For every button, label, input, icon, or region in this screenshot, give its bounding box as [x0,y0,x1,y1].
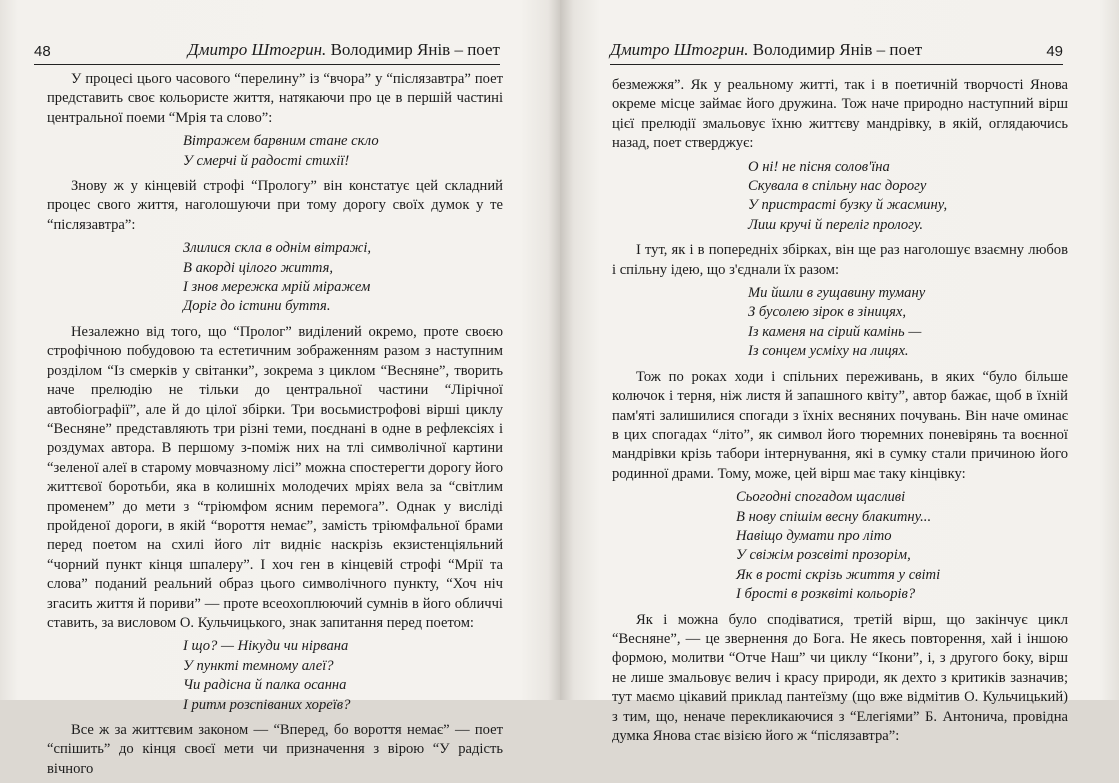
verse-line: Злилися скла в однім вітражі, [183,240,372,257]
verse-quote [736,488,1068,604]
verse-line: В акорді цілого життя, [183,259,334,276]
verse-line: Із сонцем усміху на лицях. [748,343,909,360]
verse-line: І брості в розквіті кольорів? [736,586,916,603]
paragraph: У процесі цього часового “перелину” із “вчора” у “післязавтра” поет представить своє кольористе життя, натякаючи про це в першій частині центральної поеми “Мрія та слово”: [47,71,503,126]
verse-line: Чи радісна й палка осанна [183,677,347,694]
page-body [612,76,1068,750]
verse-quote [748,284,1068,362]
page-number: 49 [1046,43,1063,60]
verse-quote [183,239,503,317]
page-header [610,34,1063,65]
verse-line: Як в рості скрізь життя у світі [736,566,941,583]
paragraph: Знову ж у кінцевій строфі “Прологу” він констатує цей складний процес свого життя, наголошуючи при тому дорогу своїх думок у те “післязавтра”: [47,178,503,233]
left-page [0,0,560,777]
running-head-author: Дмитро Штогрин. [187,40,327,59]
verse-line: З бусолею зірок в зіницях, [748,304,906,321]
running-head [188,40,500,60]
verse-line: І знов мережка мрій міражем [183,279,371,296]
paragraph: І тут, як і в попередніх збірках, він ще раз наголошує взаємну любов і спільну ідею, що з'єднали їх разом: [612,242,1068,278]
verse-line: Ми йшли в гущавину туману [748,285,926,302]
verse-line: У свіжім розсвіті прозорім, [736,547,911,564]
paragraph: безмежжя”. Як у реальному житті, так і в поетичній творчості Янова окреме місце займає його дружина. Тож наче природно наступний вірш цієї прелюдії змальовує їхню життєву мандрівку, в якій, оглядаючись назад, поет стверджує: [612,77,1068,152]
page-body [47,70,503,783]
paragraph: Тож по роках ходи і спільних переживань, в яких “було більше колючок і терня, ніж листя й запашного квіту”, автор бажає, щоб в їхній пам'яті залишилися спогади з їхніх весняних почувань. Він наче оминає в цих спогадах “літо”, як символ його тюремних поневірянь та воєнної мандрівки крізь табори інтернування, які в сумку стали причиною його родинної драми. Тому, може, цей вірш має таку кінцівку: [612,368,1068,482]
running-head-title: Володимир Янів – поет [752,40,923,59]
verse-line: Навіщо думати про літо [736,527,892,544]
right-page [560,0,1119,744]
verse-line: Скувала в спільну нас дорогу [748,178,927,195]
running-head [610,40,922,60]
verse-quote [183,637,503,715]
running-head-title: Володимир Янів – поет [330,40,500,59]
verse-line: У пункті темному алеї? [183,657,334,674]
verse-line: У смерчі й радості стихії! [183,152,350,169]
paragraph: Як і можна було сподіватися, третій вірш, що закінчує цикл “Весняне”, — це звернення до Бога. Не якесь повторення, хай і іншою формою, молитви “Отче Наш” чи циклу “Ікони”, і, з другого боку, вірш не лише змальовує велич і красу природи, як дехто з критиків зазначив; тут маємо цікавий приклад пантеїзму (що вже відмітив О. Кульчицький) з тим, що, неначе перекликаючися з “Елегіями” Б. Антонича, провідна думка Янова стає візією його ж “післязавтра”: [612,611,1068,744]
verse-line: І ритм розспіваних хореїв? [183,696,351,713]
paragraph: Незалежно від того, що “Пролог” виділений окремо, проте своєю строфічною побудовою та естетичним зображенням разом з наступним розділом “Із смерків у світанки”, зокрема з циклом “Весняне”, творить наче прелюдію не тільки до центральної частини “Лірічної автобіографії”, але й до цілої збірки. Три восьмистрофові вірші циклу “Весняне” представляють три різні теми, поєднані в одне в рефлексіях і роздумах автора. В першому з-поміж них на тлі символічної картини “зеленої алеї в старому мовчазному лісі” можна спостерегти дорогу його життєвої боротьби, яка в колишніх молодечих мріях вела за “світлим променем” до мети з “тріюмфом ясним перемога”. Однак у висліді пройденої дороги, в якій “вороття немає”, замість тріюмфальної брами перед поетом на схилі його літ видніє наскрізь екзистенціяльний “чорний пункт кінця шпалеру”. І хоч ген в кінцевій строфі “Мрії та слова” поданий реальний образ цього символічного пункту, “Хоч ніч згасить життя й пориви” — проте всеохоплюючий сумнів в його обличчі ставить, за висловом О. Кульчицького, знак запитання перед поетом: [47,323,503,631]
page-number: 48 [34,43,51,60]
running-head-author: Дмитро Штогрин. [610,40,749,59]
verse-line: У пристрасті бузку й жасмину, [748,197,948,214]
verse-line: О ні! не пісня солов'їна [748,158,890,175]
verse-line: І що? — Нікуди чи нірвана [183,638,349,655]
page-header [34,34,500,65]
verse-line: В нову спішім весну блакитну... [736,508,932,525]
verse-line: Сьогодні спогадом щасливі [736,489,906,506]
paragraph: Все ж за життєвим законом — “Вперед, бо вороття немає” — поет “спішить” до кінця своєї мети чи призначення з вірою “У радість вічного [47,722,503,777]
verse-line: Із каменя на сірий камінь — [748,323,922,340]
verse-line: Лиш кручі й переліг прологу. [748,216,924,233]
verse-line: Вітражем барвним стане скло [183,133,379,150]
verse-quote [748,158,1068,236]
verse-quote [183,132,503,171]
verse-line: Доріг до істини буття. [183,298,331,315]
